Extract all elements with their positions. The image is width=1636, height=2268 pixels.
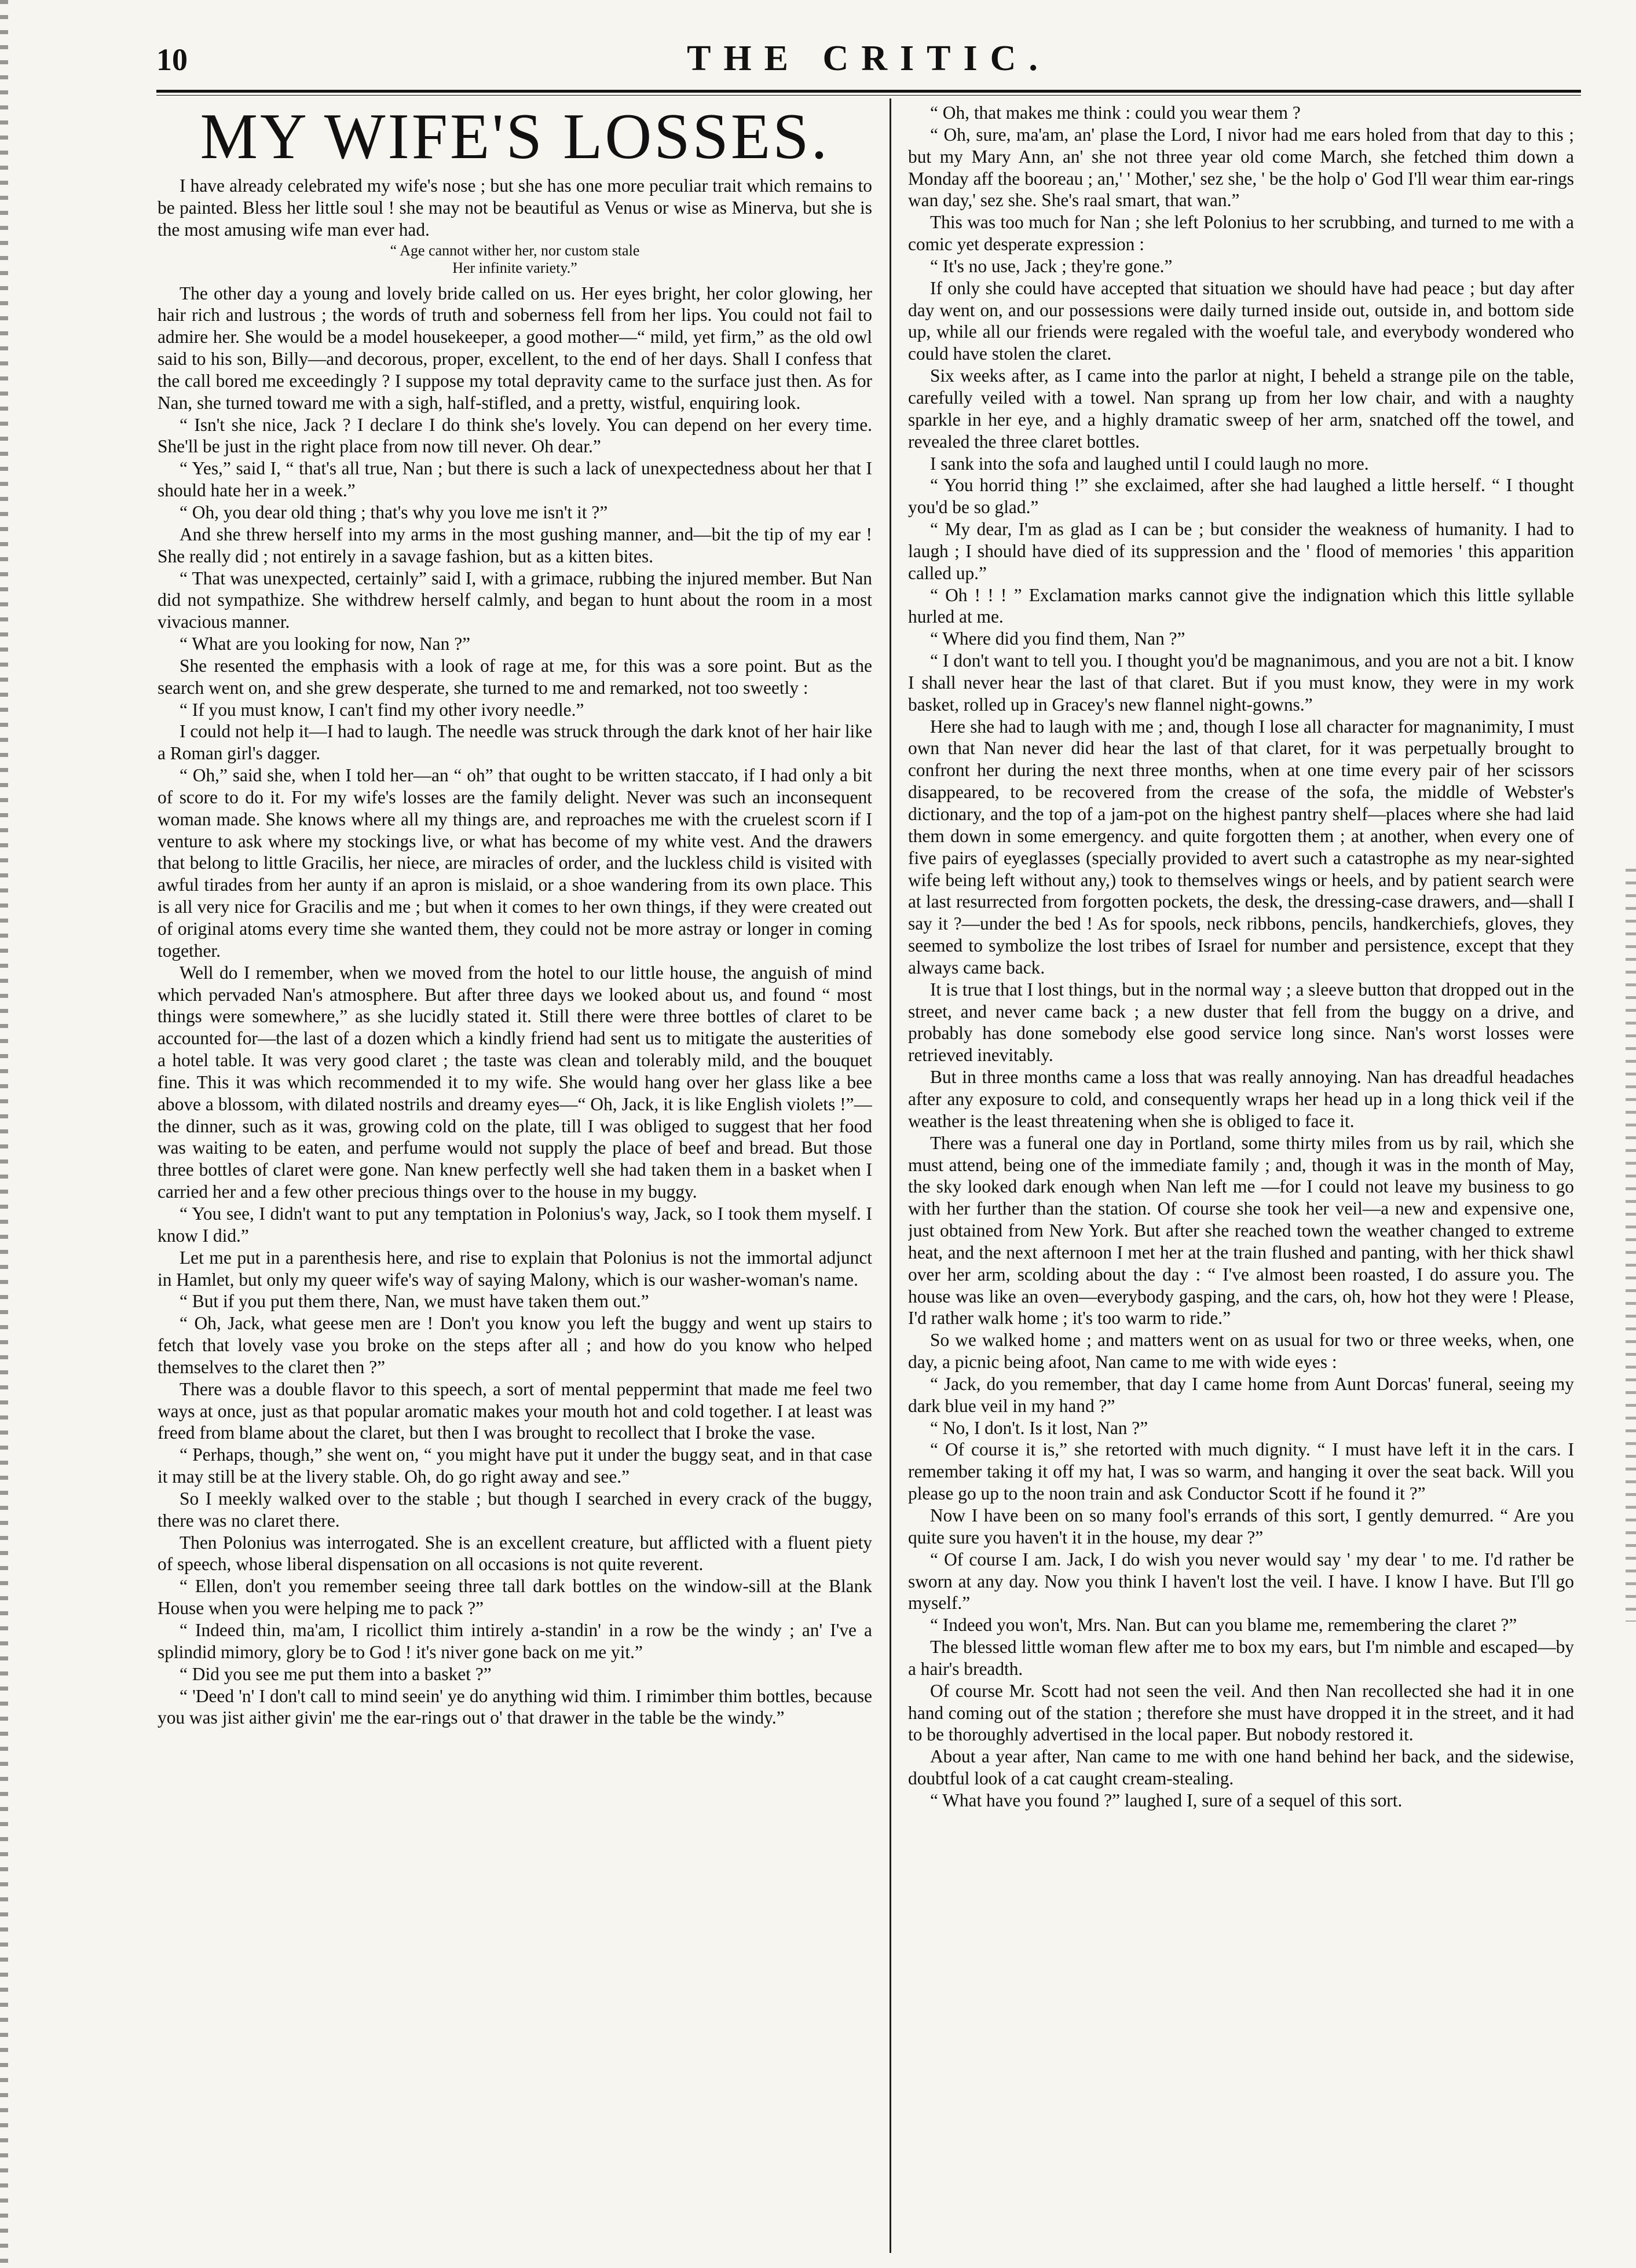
paragraph: “ But if you put them there, Nan, we must have taken them out.” — [180, 1291, 649, 1312]
paragraph: “ Oh ! ! ! ” Exclamation marks cannot give the indignation which this little syllable hurled at me. — [908, 584, 1574, 627]
paragraph: “ If you must know, I can't find my other ivory needle.” — [180, 699, 584, 720]
paragraph: “ Yes,” said I, “ that's all true, Nan ; but there is such a lack of unexpectedness about her that I should hate her in a week.” — [158, 458, 872, 501]
paragraph: “ Ellen, don't you remember seeing three tall dark bottles on the window-sill at the Blank House when you were helping me to pack ?” — [158, 1576, 872, 1619]
paragraph: “ Isn't she nice, Jack ? I declare I do think she's lovely. You can depend on her every time. She'll be just in the right place from now till never. Oh dear.” — [158, 414, 872, 457]
paragraph: “ Oh, you dear old thing ; that's why you love me isn't it ?” — [180, 502, 608, 522]
paragraph: “ Jack, do you remember, that day I came home from Aunt Dorcas' funeral, seeing my dark blue veil in my hand ?” — [908, 1373, 1574, 1416]
paragraph: “ Of course it is,” she retorted with much dignity. “ I must have left it in the cars. I remember taking it off my hat, I was so warm, and hanging it over the seat back. Will you please go up to the noon train and ask Conductor Scott if he found it ?” — [908, 1439, 1574, 1504]
paragraph: Now I have been on so many fool's errands of this sort, I gently demurred. “ Are you quite sure you haven't it in the house, my dear ?” — [908, 1505, 1574, 1548]
paragraph: The other day a young and lovely bride called on us. Her eyes bright, her color glowing, her hair rich and lustrous ; the words of truth and soberness fell from her lips. You could not fail to admire her. She would be a model housekeeper, a good mother—“ mild, yet firm,” as the old owl said to his son, Billy—and decorous, proper, excellent, to the end of her days. Shall I confess that the call bored me exceedingly ? I suppose my total depravity came to the surface just then. As for Nan, she turned toward me with a sigh, half-stifled, and a pretty, wistful, enquiring look. — [158, 283, 872, 413]
masthead: THE CRITIC. — [687, 39, 1051, 78]
page-header — [156, 39, 1581, 82]
column-right — [908, 102, 1574, 2251]
epigraph — [158, 242, 872, 277]
paragraph: “ I don't want to tell you. I thought you'd be magnanimous, and you are not a bit. I know I shall never hear the last of that claret. But if you must know, they were in my work basket, rolled up in Gracey's new flannel night-gowns.” — [908, 650, 1574, 715]
column-left-paragraphs — [158, 283, 872, 1729]
column-divider — [890, 98, 891, 2253]
paragraph: Six weeks after, as I came into the parlor at night, I beheld a strange pile on the table, carefully veiled with a towel. Nan sprang up from her low chair, and with a naughty sparkle in her eye, and a highly dramatic sweep of her arm, snatched off the towel, and revealed the three claret bottles. — [908, 365, 1574, 452]
paragraph: Let me put in a parenthesis here, and rise to explain that Polonius is not the immortal adjunct in Hamlet, but only my queer wife's way of saying Malony, which is our washer-woman's name. — [158, 1247, 872, 1290]
header-rule — [156, 90, 1581, 96]
paragraph: “ 'Deed 'n' I don't call to mind seein' ye do anything wid thim. I rimimber thim bottles, because you was jist aither givin' me the ear-rings out o' that drawer in the table be the windy.” — [158, 1685, 872, 1728]
article-title: MY WIFE'S LOSSES. — [200, 102, 830, 173]
paragraph: “ Oh,” said she, when I told her—an “ oh” that ought to be written staccato, if I had only a bit of score to do it. For my wife's losses are the family delight. Never was such an inconsequent woman made. She knows where all my things are, and reproaches me with the cruelest scorn if I venture to ask where my stockings live, or what has become of my white vest. And the drawers that belong to little Gracilis, her niece, are miracles of order, and the luckless child is visited with awful tirades from her aunty if an apron is mislaid, or a shoe wandering from its own place. This is all very nice for Gracilis and me ; but when it comes to her own things, if they were created out of original atoms every time she wanted them, they could not be more astray or longer in coming together. — [158, 765, 872, 961]
page-number: 10 — [156, 42, 188, 77]
paragraph: If only she could have accepted that situation we should have had peace ; but day after day went on, and our possessions were daily turned inside out, outside in, and bottom side up, while all our friends were regaled with the woeful tale, and everybody wondered who could have stolen the claret. — [908, 277, 1574, 364]
paragraph: But in three months came a loss that was really annoying. Nan has dreadful headaches after any exposure to cold, and consequently wraps her head up in a long thick veil if the weather is the least threatening when she is obliged to face it. — [908, 1067, 1574, 1131]
binding-edge — [0, 0, 8, 2268]
paragraph: There was a double flavor to this speech, a sort of mental peppermint that made me feel two ways at once, just as that popular aromatic makes your mouth hot and cold together. I at least was freed from blame about the claret, but then I was brought to recollect that I broke the vase. — [158, 1378, 872, 1443]
epigraph-line: “ Age cannot wither her, nor custom stale — [390, 242, 640, 259]
paragraph: She resented the emphasis with a look of rage at me, for this was a sore point. But as the search went on, and she grew desperate, she turned to me and remarked, not too sweetly : — [158, 655, 872, 698]
paragraph: “ Oh, sure, ma'am, an' plase the Lord, I nivor had me ears holed from that day to this ; but my Mary Ann, an' she not three year old come March, she fetched thim down a Monday aff the booreau ; an,' ' Mother,' sez she, ' be the holp o' God I'll wear thim ear-rings wan day,' sez she. She's raal smart, that wan.” — [908, 124, 1574, 211]
paragraph: “ What are you looking for now, Nan ?” — [180, 634, 471, 654]
paragraph: About a year after, Nan came to me with one hand behind her back, and the sidewise, doubtful look of a cat caught cream-stealing. — [908, 1746, 1574, 1789]
paragraph: “ No, I don't. Is it lost, Nan ?” — [930, 1417, 1148, 1438]
paragraph: This was too much for Nan ; she left Polonius to her scrubbing, and turned to me with a comic yet desperate expression : — [908, 212, 1574, 255]
paragraph: “ Indeed you won't, Mrs. Nan. But can you blame me, remembering the claret ?” — [930, 1615, 1517, 1636]
paragraph: And she threw herself into my arms in the most gushing manner, and—bit the tip of my ear ! She really did ; not entirely in a savage fashion, but as a kitten bites. — [158, 524, 872, 566]
paragraph: I sank into the sofa and laughed until I could laugh no more. — [930, 453, 1369, 474]
paragraph: “ It's no use, Jack ; they're gone.” — [930, 255, 1173, 276]
paragraph: “ Where did you find them, Nan ?” — [930, 628, 1185, 649]
epigraph-line: Her infinite variety.” — [452, 259, 577, 276]
paragraph: There was a funeral one day in Portland, some thirty miles from us by rail, which she must attend, being one of the immediate family ; and, though it was in the month of May, the sky looked dark enough when Nan left me —for I could not leave my business to go with her further than the station. Of course she took her veil—a new and expensive one, just obtained from New York. But after she reached town the weather changed to extreme heat, and the next afternoon I met her at the train flushed and panting, with her thick shawl over her arm, scolding about the day : “ I've almost been roasted, I do assure you. The house was like an oven—everybody gasping, and the cars, oh, how hot they were ! Please, I'd rather walk home ; it's too warm to ride.” — [908, 1132, 1574, 1329]
paragraph: So we walked home ; and matters went on as usual for two or three weeks, when, one day, a picnic being afoot, Nan came to me with wide eyes : — [908, 1330, 1574, 1373]
paragraph: “ Oh, that makes me think : could you wear them ? — [930, 103, 1301, 123]
paragraph: Then Polonius was interrogated. She is an excellent creature, but afflicted with a fluent piety of speech, whose liberal dispensation on all occasions is not quite reverent. — [158, 1532, 872, 1575]
paragraph: “ That was unexpected, certainly” said I, with a grimace, rubbing the injured member. But Nan did not sympathize. She withdrew herself calmly, and began to hunt about the room in a most vivacious manner. — [158, 568, 872, 632]
paragraph: It is true that I lost things, but in the normal way ; a sleeve button that dropped out in the street, and never came back ; a new duster that fell from the buggy on a drive, and probably has done somebody else good service long since. Nan's worst losses were retrieved inevitably. — [908, 979, 1574, 1066]
paragraph: Well do I remember, when we moved from the hotel to our little house, the anguish of mind which pervaded Nan's atmosphere. But after three days we looked about us, and found “ most things were somewhere,” as she lucidly stated it. Still there were three bottles of claret to be accounted for—the last of a dozen which a kindly friend had sent us to mitigate the austerities of a hotel table. It was very good claret ; the taste was clean and tolerably mild, and the bouquet fine. This it was which recommended it to my wife. She would hang over her glass like a bee above a blossom, with dilated nostrils and dreamy eyes—“ Oh, Jack, it is like English violets !”—the dinner, such as it was, growing cold on the plate, till I was obliged to suggest that her food was waiting to be eaten, and perfume would not supply the place of beef and bread. But those three bottles of claret were gone. Nan knew perfectly well she had taken them in a basket when I carried her and a few other precious things over to the house in my buggy. — [158, 962, 872, 1202]
paragraph: “ You see, I didn't want to put any temptation in Polonius's way, Jack, so I took them myself. I know I did.” — [158, 1203, 872, 1246]
column-left — [158, 102, 872, 2251]
paragraph: I could not help it—I had to laugh. The needle was struck through the dark knot of her hair like a Roman girl's dagger. — [158, 721, 872, 764]
paragraph: So I meekly walked over to the stable ; but though I searched in every crack of the buggy, there was no claret there. — [158, 1488, 872, 1531]
column-right-paragraphs — [908, 102, 1574, 1812]
paragraph: “ Of course I am. Jack, I do wish you never would say ' my dear ' to me. I'd rather be sworn at any day. Now you think I haven't lost the veil. I have. I know I have. But I'll go myself.” — [908, 1549, 1574, 1614]
paragraph: “ Perhaps, though,” she went on, “ you might have put it under the buggy seat, and in that case it may still be at the livery stable. Oh, do go right away and see.” — [158, 1444, 872, 1487]
paragraph: “ What have you found ?” laughed I, sure of a sequel of this sort. — [930, 1790, 1403, 1810]
paragraph: The blessed little woman flew after me to box my ears, but I'm nimble and escaped—by a hair's breadth. — [908, 1637, 1574, 1679]
paragraph: “ Did you see me put them into a basket ?” — [180, 1663, 492, 1684]
paragraph: “ Oh, Jack, what geese men are ! Don't you know you left the buggy and went up stairs to fetch that lovely vase you broke on the steps after all ; and how do you know who helped themselves to the claret then ?” — [158, 1313, 872, 1377]
paragraph: Here she had to laugh with me ; and, though I lose all character for magnanimity, I must own that Nan never did hear the last of that claret, for it was perpetually brought to confront her during the next three months, when at one time every pair of her scissors disappeared, to be recovered from the crease of the sofa, the middle of Webster's dictionary, and the top of a jam-pot on the highest pantry shelf—places where she had laid them down in some emergency. and quite forgotten them ; at another, when every one of five pairs of eyeglasses (specially provided to avert such a catastrophe as my near-sighted wife being left without any,) took to themselves wings or heels, and by patient search were at last resurrected from forgotten pockets, the desk, the dressing-case drawers, and—shall I say it ?—under the bed ! As for spools, neck ribbons, pencils, handkerchiefs, gloves, they seemed to symbolize the lost tribes of Israel for number and persistence, except that they always came back. — [908, 716, 1574, 978]
paragraph: “ You horrid thing !” she exclaimed, after she had laughed a little herself. “ I thought you'd be so glad.” — [908, 475, 1574, 518]
torn-right-edge — [1626, 869, 1636, 1622]
paragraph: Of course Mr. Scott had not seen the veil. And then Nan recollected she had it in one hand coming out of the station ; therefore she must have dropped it in the street, and it had to be thoroughly advertised in the local paper. But nobody restored it. — [908, 1680, 1574, 1745]
paragraph: “ My dear, I'm as glad as I can be ; but consider the weakness of humanity. I had to laugh ; I should have died of its suppression and the ' flood of memories ' this apparition called up.” — [908, 519, 1574, 583]
paragraph: I have already celebrated my wife's nose ; but she has one more peculiar trait which remains to be painted. Bless her little soul ! she may not be beautiful as Venus or wise as Minerva, but she is the most amusing wife man ever had. — [158, 175, 872, 240]
paragraph: “ Indeed thin, ma'am, I ricollict thim intirely a-standin' in a row be the windy ; an' I've a splindid mimory, glory be to God ! it's niver gone back on me yit.” — [158, 1620, 872, 1662]
